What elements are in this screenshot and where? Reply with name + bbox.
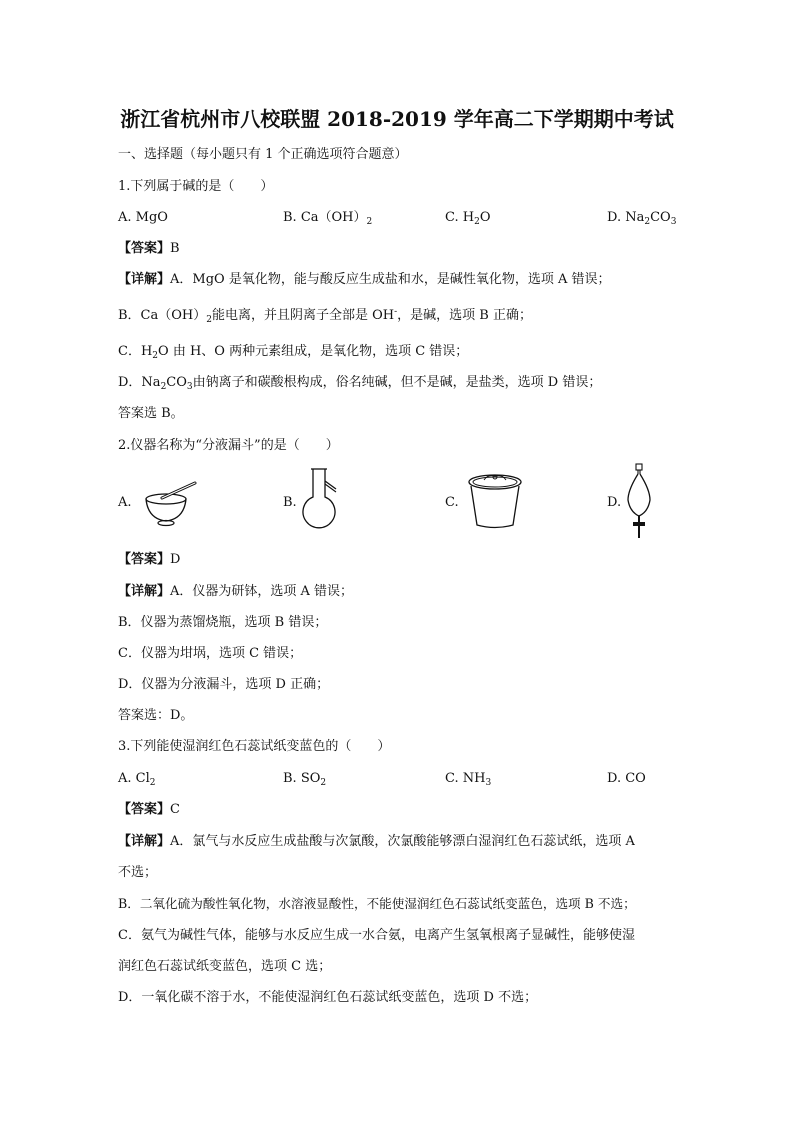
q1-option-b-sub: 2 — [366, 217, 373, 227]
q2-detail-c: C．仪器为坩埚，选项 C 错误； — [118, 646, 303, 661]
q2-option-c-label: C. — [445, 495, 459, 510]
q1-detail-b-sub: 2 — [206, 315, 212, 325]
q1-option-d-text: D. Na — [607, 210, 645, 225]
q1-detail-d — [118, 374, 601, 392]
q1-detail-c — [118, 343, 468, 361]
q3-option-d-text: D. CO — [607, 771, 646, 786]
q1-detail-d-sub2: 3 — [186, 382, 193, 392]
q3-detail-b: B．二氧化硫为酸性氧化物，水溶液显酸性，不能使湿润红色石蕊试纸变蓝色，选项 B 不选； — [118, 896, 636, 911]
q1-answer-tag: 【答案】 — [118, 241, 171, 256]
q3-detail-c-line1: C．氨气为碱性气体，能够与水反应生成一水合氨，电离产生氢氧根离子显碱性，能够使湿 — [118, 928, 635, 943]
q1-detail-c-2: O 由 H、O 两种元素组成，是氧化物，选项 C 错误； — [158, 344, 469, 359]
q2-option-a-label: A. — [118, 495, 132, 510]
q1-option-a — [118, 209, 168, 227]
q2-answer-tag: 【答案】 — [118, 552, 171, 567]
q3-option-a-sub: 2 — [149, 778, 156, 788]
q1-detail-d-1: D．Na — [118, 375, 161, 390]
q3-answer-tag: 【答案】 — [118, 802, 171, 817]
mortar-pestle-icon — [140, 477, 204, 527]
page-title: 浙江省杭州市八校联盟 2018-2019 学年高二下学期期中考试 — [120, 107, 674, 131]
q2-detail-b: B．仪器为蒸馏烧瓶，选项 B 错误； — [118, 615, 328, 630]
q1-option-d-mid: CO — [650, 210, 671, 225]
q2-detail-d: D．仪器为分液漏斗，选项 D 正确； — [118, 677, 330, 692]
q1-option-c-sub: 2 — [474, 217, 480, 227]
q3-detail-a-1: A．氯气与水反应生成盐酸与次氯酸，次氯酸能够漂白湿润红色石蕊试纸，选项 A — [170, 834, 635, 849]
q1-detail-d-2: CO — [166, 375, 187, 390]
q3-option-b-sub: 2 — [320, 778, 327, 788]
q2-conclusion: 答案选：D。 — [118, 708, 194, 723]
q3-option-b-text: B. SO — [283, 771, 321, 786]
q1-detail-a-text: A．MgO 是氧化物，能与酸反应生成盐和水，是碱性氧化物，选项 A 错误； — [170, 272, 611, 287]
distillation-flask-icon — [300, 467, 340, 531]
q3-option-b — [283, 770, 326, 788]
q1-option-c-text: C. H — [445, 210, 475, 225]
q1-option-d — [607, 209, 676, 227]
q1-option-d-sub1: 2 — [644, 217, 651, 227]
q2-stem: 2.仪器名称为“分液漏斗”的是（ ） — [118, 438, 339, 453]
q1-detail-a — [118, 271, 610, 289]
q1-detail-tag: 【详解】 — [118, 272, 171, 287]
q1-detail-d-sub1: 2 — [160, 382, 167, 392]
q2-option-d-label: D. — [607, 495, 622, 510]
crucible-icon — [464, 470, 526, 532]
q3-option-c — [445, 770, 491, 788]
q1-option-c — [445, 209, 491, 227]
q1-option-a-text: A. MgO — [118, 210, 168, 225]
q3-detail-a-line2: 不选； — [118, 865, 158, 880]
q3-detail-a-line1 — [118, 833, 635, 851]
q1-detail-c-1: C．H — [118, 344, 153, 359]
q1-detail-d-3: 由钠离子和碳酸根构成，俗名纯碱，但不是碱，是盐类，选项 D 错误； — [192, 375, 602, 390]
q1-detail-b-2: 能电离，并且阴离子全部是 OH — [211, 308, 395, 323]
q2-answer — [118, 551, 180, 569]
q1-stem: 1.下列属于碱的是（ ） — [118, 179, 274, 194]
q3-stem: 3.下列能使湿润红色石蕊试纸变蓝色的（ ） — [118, 739, 391, 754]
q1-detail-b-1: B．Ca（OH） — [118, 308, 207, 323]
q3-option-a — [118, 770, 156, 788]
q1-answer — [118, 240, 180, 258]
q1-detail-b — [118, 307, 532, 325]
q2-option-b-label: B. — [283, 495, 297, 510]
q1-option-d-sub2: 3 — [670, 217, 677, 227]
q1-detail-b-sup: - — [394, 307, 398, 317]
q3-answer — [118, 801, 180, 819]
q1-conclusion: 答案选 B。 — [118, 406, 184, 421]
q2-detail-a-text: A．仪器为研钵，选项 A 错误； — [170, 584, 354, 599]
q2-detail-a — [118, 583, 353, 601]
q3-option-d — [607, 770, 646, 788]
q1-answer-value: B — [170, 241, 180, 256]
q3-detail-c-line2: 润红色石蕊试纸变蓝色，选项 C 选； — [118, 959, 332, 974]
q2-answer-value: D — [170, 552, 181, 567]
q1-option-c-tail: O — [479, 210, 491, 225]
q3-option-c-sub: 3 — [485, 778, 492, 788]
q2-detail-tag: 【详解】 — [118, 584, 171, 599]
q1-option-b — [283, 209, 372, 227]
q3-answer-value: C — [170, 802, 180, 817]
q1-detail-b-3: ，是碱，选项 B 正确； — [397, 308, 532, 323]
section-heading: 一、选择题（每小题只有 1 个正确选项符合题意） — [118, 147, 408, 162]
separatory-funnel-icon — [624, 462, 654, 542]
q3-option-c-text: C. NH — [445, 771, 486, 786]
q1-detail-c-sub: 2 — [152, 351, 159, 361]
q3-option-a-text: A. Cl — [118, 771, 150, 786]
q1-option-b-text: B. Ca（OH） — [283, 210, 367, 225]
q3-detail-d: D．一氧化碳不溶于水，不能使湿润红色石蕊试纸变蓝色，选项 D 不选； — [118, 990, 538, 1005]
q3-detail-tag: 【详解】 — [118, 834, 171, 849]
